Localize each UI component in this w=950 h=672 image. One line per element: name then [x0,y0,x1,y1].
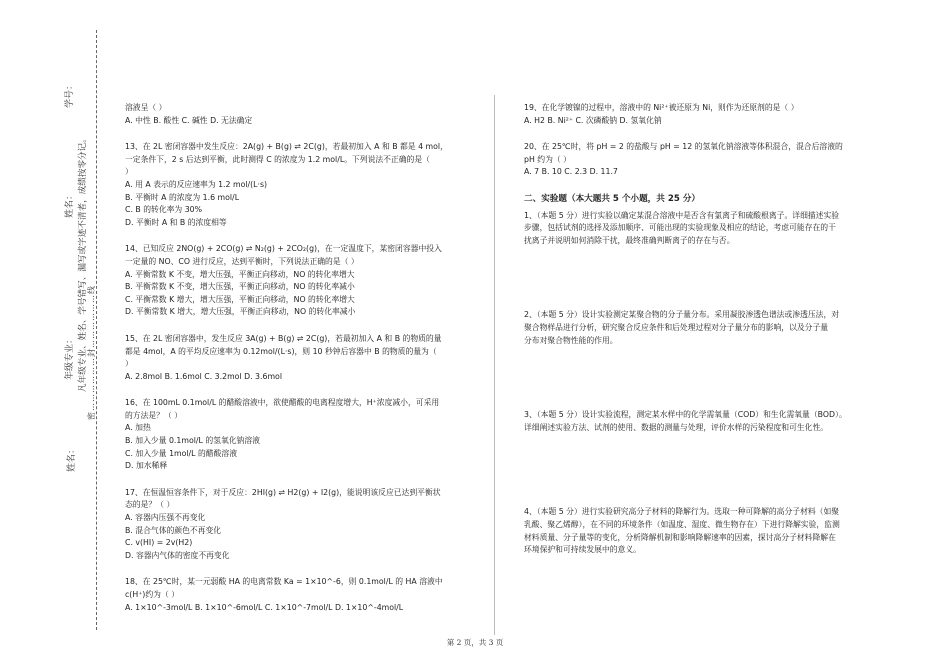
q13-option-a: A. 用 A 表示的反应速率为 1.2 mol/(L·s) [125,179,268,189]
binding-notice: 凡年级专业、姓名、学号错写、漏写或字迹不清者，成绩按零分记。 [78,134,88,392]
id-label: 学号： [65,80,75,108]
binding-margin [0,0,105,672]
q13-option-c: C. B 的转化率为 30% [125,205,203,215]
school-label: 姓名： [67,444,77,472]
q18-stem-2: c(H⁺)约为（ ） [125,590,180,599]
q17-option-b: B. 混合气体的颜色不再变化 [125,525,222,535]
q12-options: A. 中性 B. 酸性 C. 碱性 D. 无法确定 [125,115,253,125]
q14-option-b: B. 平衡常数 K 不变，增大压强，平衡正向移动，NO 的转化率减小 [125,282,355,292]
q14-option-d: D. 平衡常数 K 增大，增大压强，平衡正向移动，NO 的转化率减小 [125,307,356,317]
q14-option-c: C. 平衡常数 K 增大，增大压强，平衡正向移动，NO 的转化率增大 [125,294,355,304]
left-column [125,102,460,614]
q17-stem-2: 态的是？（ ） [125,500,175,510]
q13-stem-3: ） [125,167,133,177]
q15-stem-2: 都是 4mol，A 的平均反应速率为 0.12mol/(L·s)，则 10 秒钟后容器中 B 的物质的量为（ [125,346,437,356]
q13-stem-2: 一定条件下，2 s 后达到平衡，此时测得 C 的浓度为 1.2 mol/L。下列说法不正确的是（ [125,154,430,164]
exp2-line-2: 聚合物样品进行分析，研究聚合反应条件和后处理过程对分子量分布的影响，以及分子量 [524,322,829,332]
column-divider [494,95,495,635]
answer-space-2 [524,347,864,409]
exp1-line-1: 1、（本题 5 分）进行实验以确定某混合溶液中是否含有氯离子和硫酸根离子。详细描述实验 [524,210,840,220]
exp1-line-2: 步骤，包括试剂的选择及添加顺序、可能出现的实验现象及相应的结论，考虑可能存在的干 [524,223,836,233]
answer-space-1 [524,247,864,309]
q16-stem-1: 16、在 100mL 0.1mol/L 的醋酸溶液中，欲使醋酸的电离程度增大，H⁺浓度减小，可采用 [125,398,440,408]
q17-option-c: C. v(HI) = 2v(H2) [125,538,193,548]
exp4-line-2: 乳酸、聚乙烯醇），在不同的环境条件（如温度、湿度、微生物存在）下进行降解实验，监测 [524,519,840,529]
q17-stem-1: 17、在恒温恒容条件下，对于反应：2HI(g) ⇌ H2(g) + I2(g)，能说明该反应已达到平衡状 [125,487,441,497]
seal-line-label: 密………………封………………线 [87,285,96,420]
q16-option-b: B. 加入少量 0.1mol/L 的氢氧化钠溶液 [125,436,260,446]
exp1-line-3: 扰离子并说明如何消除干扰，最终准确判断离子的存在与否。 [524,235,735,245]
exp4-line-3: 材料质量、分子量等的变化，分析降解机制和影响降解速率的因素，探讨高分子材料降解在 [524,532,836,542]
q20-stem-1: 20、在 25℃时，将 pH = 2 的盐酸与 pH = 12 的氢氧化钠溶液等体积混合，混合后溶液的 [524,142,843,152]
exp3-line-1: 3、（本题 5 分）设计实验流程，测定某水样中的化学需氧量（COD）和生化需氧量（BOD）。 [524,410,847,420]
q19-options: A. H2 B. Ni²⁺ C. 次磷酸钠 D. 氢氧化钠 [524,115,662,125]
q18-options: A. 1×10^-3mol/L B. 1×10^-6mol/L C. 1×10^-7mol/L D. 1×10^-4mol/L [125,602,404,612]
q14-option-a: A. 平衡常数 K 不变，增大压强，平衡正向移动，NO 的转化率增大 [125,269,355,279]
section-title: 二、实验题（本大题共 5 个小题，共 25 分） [524,193,701,204]
q13-option-b: B. 平衡时 A 的浓度为 1.6 mol/L [125,192,240,202]
q19-stem: 19、在化学镀镍的过程中，溶液中的 Ni²⁺被还原为 Ni，则作为还原剂的是（ ） [524,103,799,112]
q17-option-a: A. 容器内压强不再变化 [125,513,206,523]
q16-stem-2: 的方法是？（ ） [125,410,183,420]
name-label: 姓名： [65,190,75,218]
exp2-line-1: 2、（本题 5 分）设计实验测定某聚合物的分子量分布。采用凝胶渗透色谱法或渗透压法，对 [524,310,840,320]
answer-space-3 [524,434,864,506]
page-number: 第 2 页，共 3 页 [446,638,504,647]
seal-dashed-line [96,30,97,630]
exp4-line-4: 环境保护和可持续发展中的意义。 [524,545,641,555]
right-column [524,102,864,557]
q14-stem-1: 14、已知反应 2NO(g) + 2CO(g) ⇌ N₂(g) + 2CO₂(g)，在一定温度下，某密闭容器中投入 [125,244,442,254]
q15-stem-3: ） [125,359,133,369]
q15-stem-1: 15、在 2L 密闭容器中，发生反应 3A(g) + B(g) ⇌ 2C(g)，若最初加入 A 和 B 的物质的量 [125,333,442,343]
q12-tail: 溶液呈（ ） [125,103,167,112]
q16-option-a: A. 加热 [125,423,151,433]
exp4-line-1: 4、（本题 5 分）进行实验研究高分子材料的降解行为。选取一种可降解的高分子材料（如聚 [524,507,840,517]
q18-stem-1: 18、在 25℃时，某一元弱酸 HA 的电离常数 Ka = 1×10^-6，则 0.1mol/L 的 HA 溶液中 [125,577,443,587]
q20-stem-2: pH 约为（ ） [524,154,571,164]
q20-options: A. 7 B. 10 C. 2.3 D. 11.7 [524,167,618,177]
q15-options: A. 2.8mol B. 1.6mol C. 3.2mol D. 3.6mol [125,371,282,381]
exp3-line-2: 详细阐述实验方法、试剂的使用、数据的测量与处理，评价水样的污染程度和可生化性。 [524,422,829,432]
class-label: 年级专业： [65,334,75,380]
q14-stem-2: 一定量的 NO、CO 进行反应，达到平衡时，下列说法正确的是（ ） [125,256,359,266]
exp2-line-3: 分布对聚合物性能的作用。 [524,335,618,345]
q16-option-d: D. 加水稀释 [125,461,168,471]
q16-option-c: C. 加入少量 1mol/L 的醋酸溶液 [125,448,237,458]
q13-stem-1: 13、在 2L 密闭容器中发生反应：2A(g) + B(g) ⇌ 2C(g)，若最初加入 A 和 B 都是 4 mol， [125,142,448,152]
q17-option-d: D. 容器内气体的密度不再变化 [125,550,230,560]
q13-option-d: D. 平衡时 A 和 B 的浓度相等 [125,217,227,227]
